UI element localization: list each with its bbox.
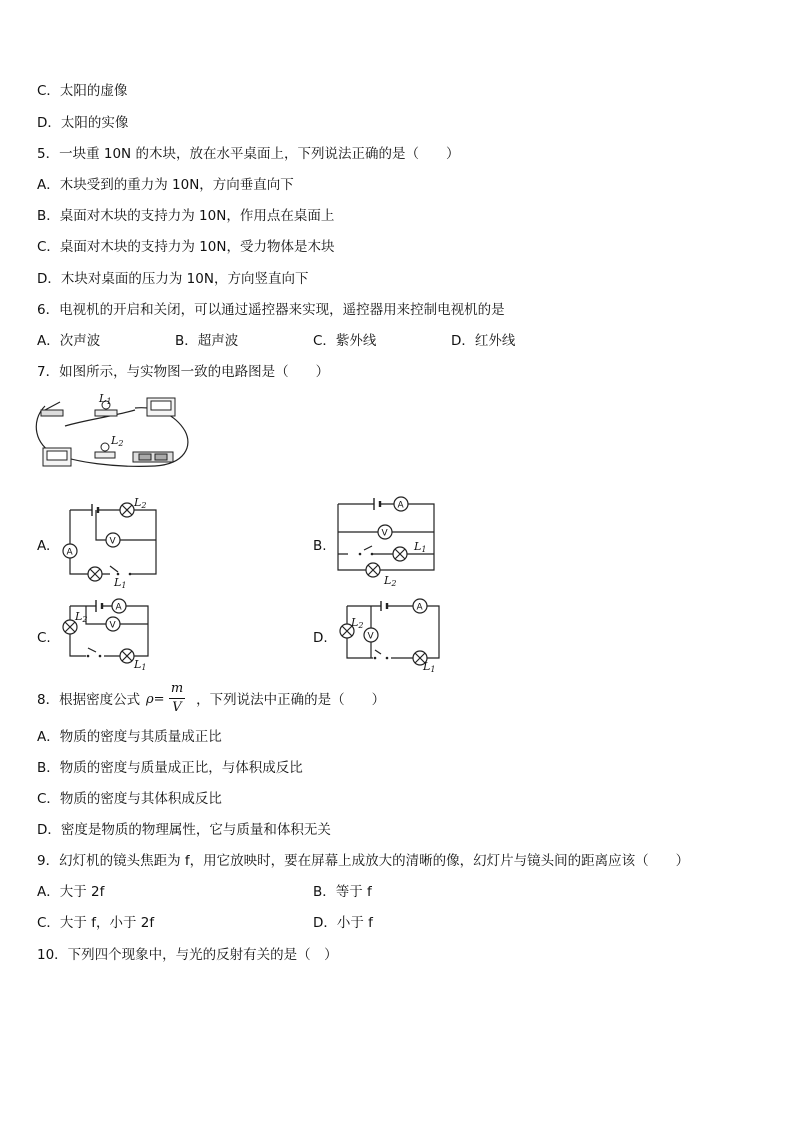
density-formula-numerator: m bbox=[170, 681, 184, 696]
circuit-b-label: B. bbox=[313, 538, 327, 554]
circuit-a-voltmeter-label: V bbox=[109, 536, 116, 547]
density-formula-lhs: ρ= bbox=[146, 692, 165, 707]
question-5: 5．一块重 10N 的木块，放在水平桌面上，下列说法正确的是（ ） bbox=[37, 146, 460, 162]
circuit-c-label: C. bbox=[37, 630, 51, 646]
q8-option-b: B．物质的密度与质量成正比，与体积成反比 bbox=[37, 760, 303, 776]
question-6: 6．电视机的开启和关闭，可以通过遥控器来实现，遥控器用来控制电视机的是 bbox=[37, 302, 505, 318]
q6-option-c: C．紫外线 bbox=[313, 333, 377, 349]
q5-option-a: A．木块受到的重力为 10N，方向垂直向下 bbox=[37, 177, 294, 193]
circuit-d-ammeter-label: A bbox=[416, 602, 423, 613]
q4-option-c: C．太阳的虚像 bbox=[37, 83, 128, 99]
circuit-d-label: D. bbox=[313, 630, 328, 646]
q9-option-d: D．小于 f bbox=[313, 915, 373, 931]
svg-text:L2: L2 bbox=[134, 496, 147, 510]
q6-option-d: D．红外线 bbox=[451, 333, 516, 349]
svg-text:L1: L1 bbox=[99, 392, 112, 406]
svg-text:L2: L2 bbox=[351, 616, 364, 630]
svg-text:L1: L1 bbox=[423, 660, 436, 674]
svg-text:L1: L1 bbox=[114, 576, 127, 590]
circuit-c-diagram bbox=[60, 596, 160, 676]
q8-option-a: A．物质的密度与其质量成正比 bbox=[37, 729, 222, 745]
q5-option-b: B．桌面对木块的支持力为 10N，作用点在桌面上 bbox=[37, 208, 335, 224]
question-10: 10．下列四个现象中，与光的反射有关的是（ ） bbox=[37, 947, 338, 963]
svg-text:L2: L2 bbox=[384, 574, 397, 588]
circuit-d-voltmeter-label: V bbox=[367, 631, 374, 642]
circuit-a-diagram bbox=[62, 496, 162, 590]
q5-option-d: D．木块对桌面的压力为 10N，方向竖直向下 bbox=[37, 271, 309, 287]
density-formula-denominator: V bbox=[172, 700, 182, 715]
physical-circuit-figure bbox=[35, 392, 195, 476]
q9-option-a: A．大于 2f bbox=[37, 884, 105, 900]
q9-option-c: C．大于 f，小于 2f bbox=[37, 915, 155, 931]
q8-option-d: D．密度是物质的物理属性，它与质量和体积无关 bbox=[37, 822, 331, 838]
q5-option-c: C．桌面对木块的支持力为 10N，受力物体是木块 bbox=[37, 239, 335, 255]
question-7: 7．如图所示，与实物图一致的电路图是（ ） bbox=[37, 364, 330, 380]
circuit-c-ammeter-label: A bbox=[115, 602, 122, 613]
q6-option-b: B．超声波 bbox=[175, 333, 239, 349]
question-8-prefix: 8．根据密度公式 bbox=[37, 692, 141, 708]
circuit-a-ammeter-label: A bbox=[66, 547, 73, 558]
question-8-suffix: ，下列说法中正确的是（ ） bbox=[196, 692, 386, 708]
circuit-c-voltmeter-label: V bbox=[109, 620, 116, 631]
circuit-a-label: A. bbox=[37, 538, 51, 554]
svg-text:L2: L2 bbox=[75, 610, 88, 624]
q9-option-b: B．等于 f bbox=[313, 884, 372, 900]
question-9: 9．幻灯机的镜头焦距为 f，用它放映时，要在屏幕上成放大的清晰的像，幻灯片与镜头间的距离应该（ ） bbox=[37, 853, 690, 869]
svg-text:L2: L2 bbox=[111, 434, 124, 448]
question-8 bbox=[37, 690, 385, 710]
circuit-d-diagram bbox=[343, 598, 443, 678]
svg-text:L1: L1 bbox=[414, 540, 427, 554]
q8-option-c: C．物质的密度与其体积成反比 bbox=[37, 791, 222, 807]
q4-option-d: D．太阳的实像 bbox=[37, 115, 129, 131]
svg-text:L1: L1 bbox=[134, 658, 147, 672]
circuit-b-ammeter-label: A bbox=[397, 500, 404, 511]
circuit-b-diagram bbox=[338, 494, 438, 588]
circuit-b-voltmeter-label: V bbox=[381, 528, 388, 539]
fraction-bar bbox=[169, 698, 185, 699]
q6-option-a: A．次声波 bbox=[37, 333, 101, 349]
